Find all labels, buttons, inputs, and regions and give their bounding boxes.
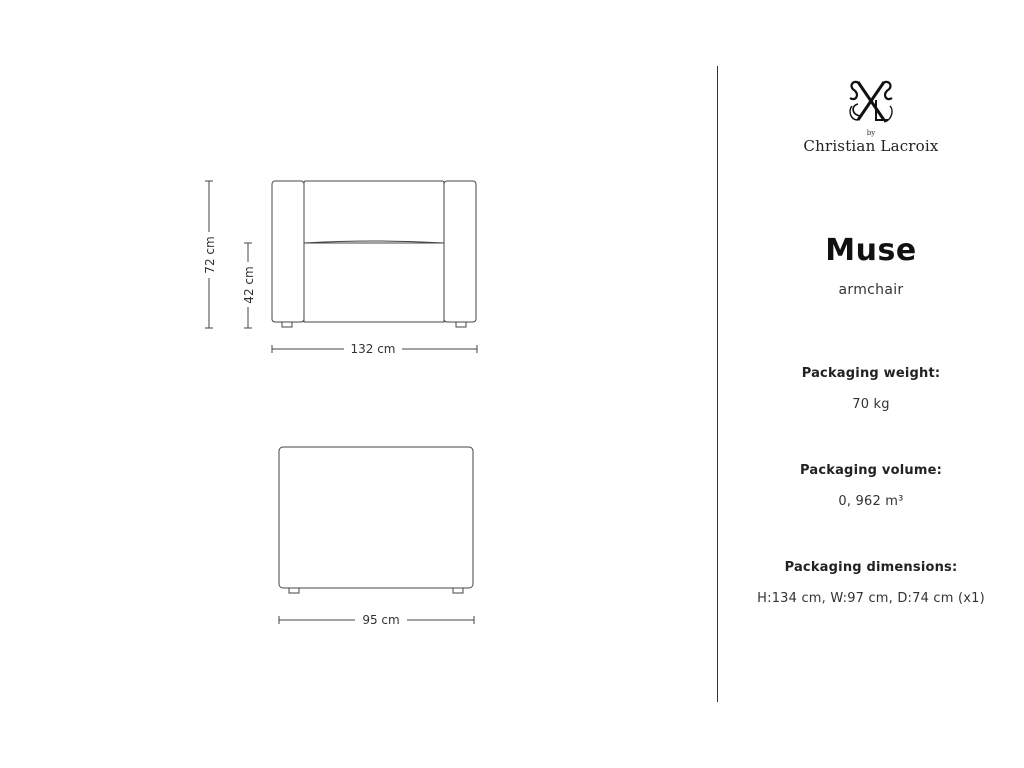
spec-weight-value: 70 kg [852, 397, 890, 412]
dim-label-42: 42 cm [242, 266, 256, 304]
side-body [279, 447, 473, 588]
front-seat [304, 241, 444, 322]
brand-logo [718, 76, 1024, 155]
dim-label-95: 95 cm [362, 613, 400, 627]
dim-label-72: 72 cm [203, 236, 217, 274]
cxl-monogram-icon [846, 76, 896, 128]
front-left-arm [272, 181, 304, 322]
spec-volume-value: 0, 962 m³ [838, 494, 904, 509]
spec-dimensions-value: H:134 cm, W:97 cm, D:74 cm (x1) [757, 591, 985, 606]
spec-dimensions-label: Packaging dimensions: [784, 560, 958, 575]
info-panel [718, 0, 1024, 768]
spec-volume-label: Packaging volume: [799, 463, 942, 478]
front-right-arm [444, 181, 476, 322]
product-name: Muse [825, 233, 917, 268]
side-right-leg [453, 588, 463, 593]
front-left-leg [282, 322, 292, 327]
product-type: armchair [838, 282, 904, 298]
spec-weight-label: Packaging weight: [801, 366, 941, 381]
front-view [272, 181, 476, 327]
front-right-leg [456, 322, 466, 327]
side-left-leg [289, 588, 299, 593]
brand-name: Christian Lacroix [803, 137, 939, 155]
brand-by: by [866, 129, 876, 137]
side-view [279, 447, 473, 593]
dim-label-132: 132 cm [350, 342, 396, 356]
front-backrest [304, 181, 444, 243]
